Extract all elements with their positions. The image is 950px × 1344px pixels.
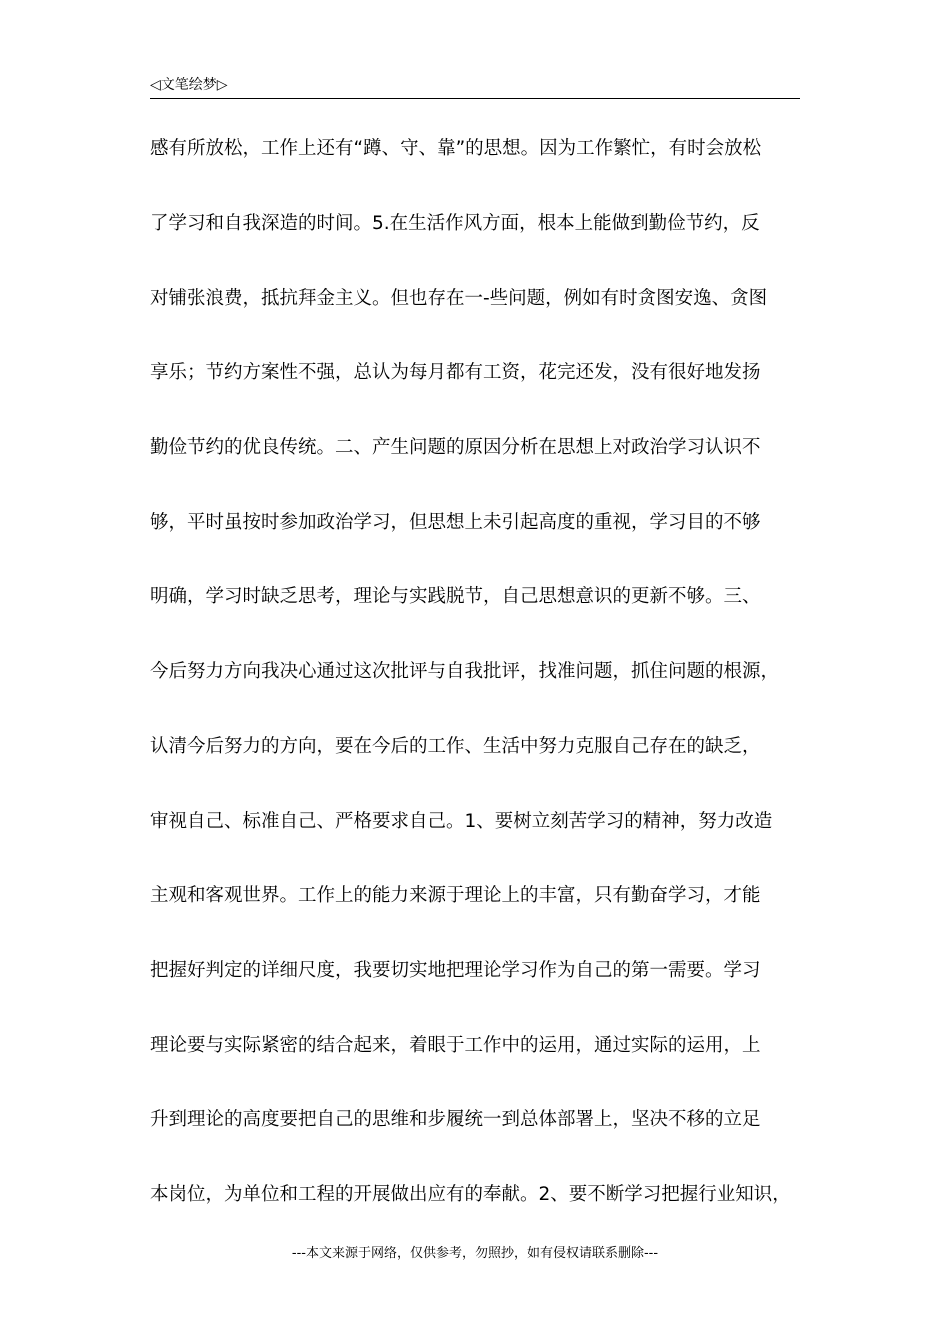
text-line: 审视自己、标准自己、严格要求自己。1、要树立刻苦学习的精神，努力改造	[150, 811, 773, 832]
page-header	[150, 76, 800, 99]
text-line: 主观和客观世界。工作上的能力来源于理论上的丰富，只有勤奋学习，才能	[150, 885, 761, 906]
text-line: 明确，学习时缺乏思考，理论与实践脱节，自己思想意识的更新不够。三、	[150, 586, 761, 607]
text-line: 理论要与实际紧密的结合起来，着眼于工作中的运用，通过实际的运用，上	[150, 1035, 761, 1056]
text-line: 了学习和自我深造的时间。5.在生活作风方面，根本上能做到勤俭节约，反	[150, 213, 760, 234]
text-line: 够，平时虽按时参加政治学习，但思想上未引起高度的重视，学习目的不够	[150, 512, 761, 533]
text-line: 感有所放松，工作上还有“蹲、守、靠”的思想。因为工作繁忙，有时会放松	[150, 138, 762, 159]
page-footer: ---本文来源于网络，仅供参考，勿照抄，如有侵权请联系删除---	[291, 1246, 659, 1261]
text-line: 对铺张浪费，抵抗拜金主义。但也存在一-些问题，例如有时贪图安逸、贪图	[150, 288, 768, 309]
text-line: 享乐；节约方案性不强，总认为每月都有工资，花完还发，没有很好地发扬	[150, 362, 761, 383]
header-title: ◁文笔绘梦▷	[150, 77, 228, 93]
text-line: 认清今后努力的方向，要在今后的工作、生活中努力克服自己存在的缺乏，	[150, 736, 761, 757]
text-line: 升到理论的高度要把自己的思维和步履统一到总体部署上，坚决不移的立足	[150, 1109, 761, 1130]
text-line: 本岗位，为单位和工程的开展做出应有的奉献。2、要不断学习把握行业知识，	[150, 1184, 791, 1205]
text-line: 勤俭节约的优良传统。二、产生问题的原因分析在思想上对政治学习认识不	[150, 437, 761, 458]
text-line: 今后努力方向我决心通过这次批评与自我批评，找准问题，抓住问题的根源，	[150, 661, 780, 682]
text-line: 把握好判定的详细尺度，我要切实地把理论学习作为自己的第一需要。学习	[150, 960, 761, 981]
